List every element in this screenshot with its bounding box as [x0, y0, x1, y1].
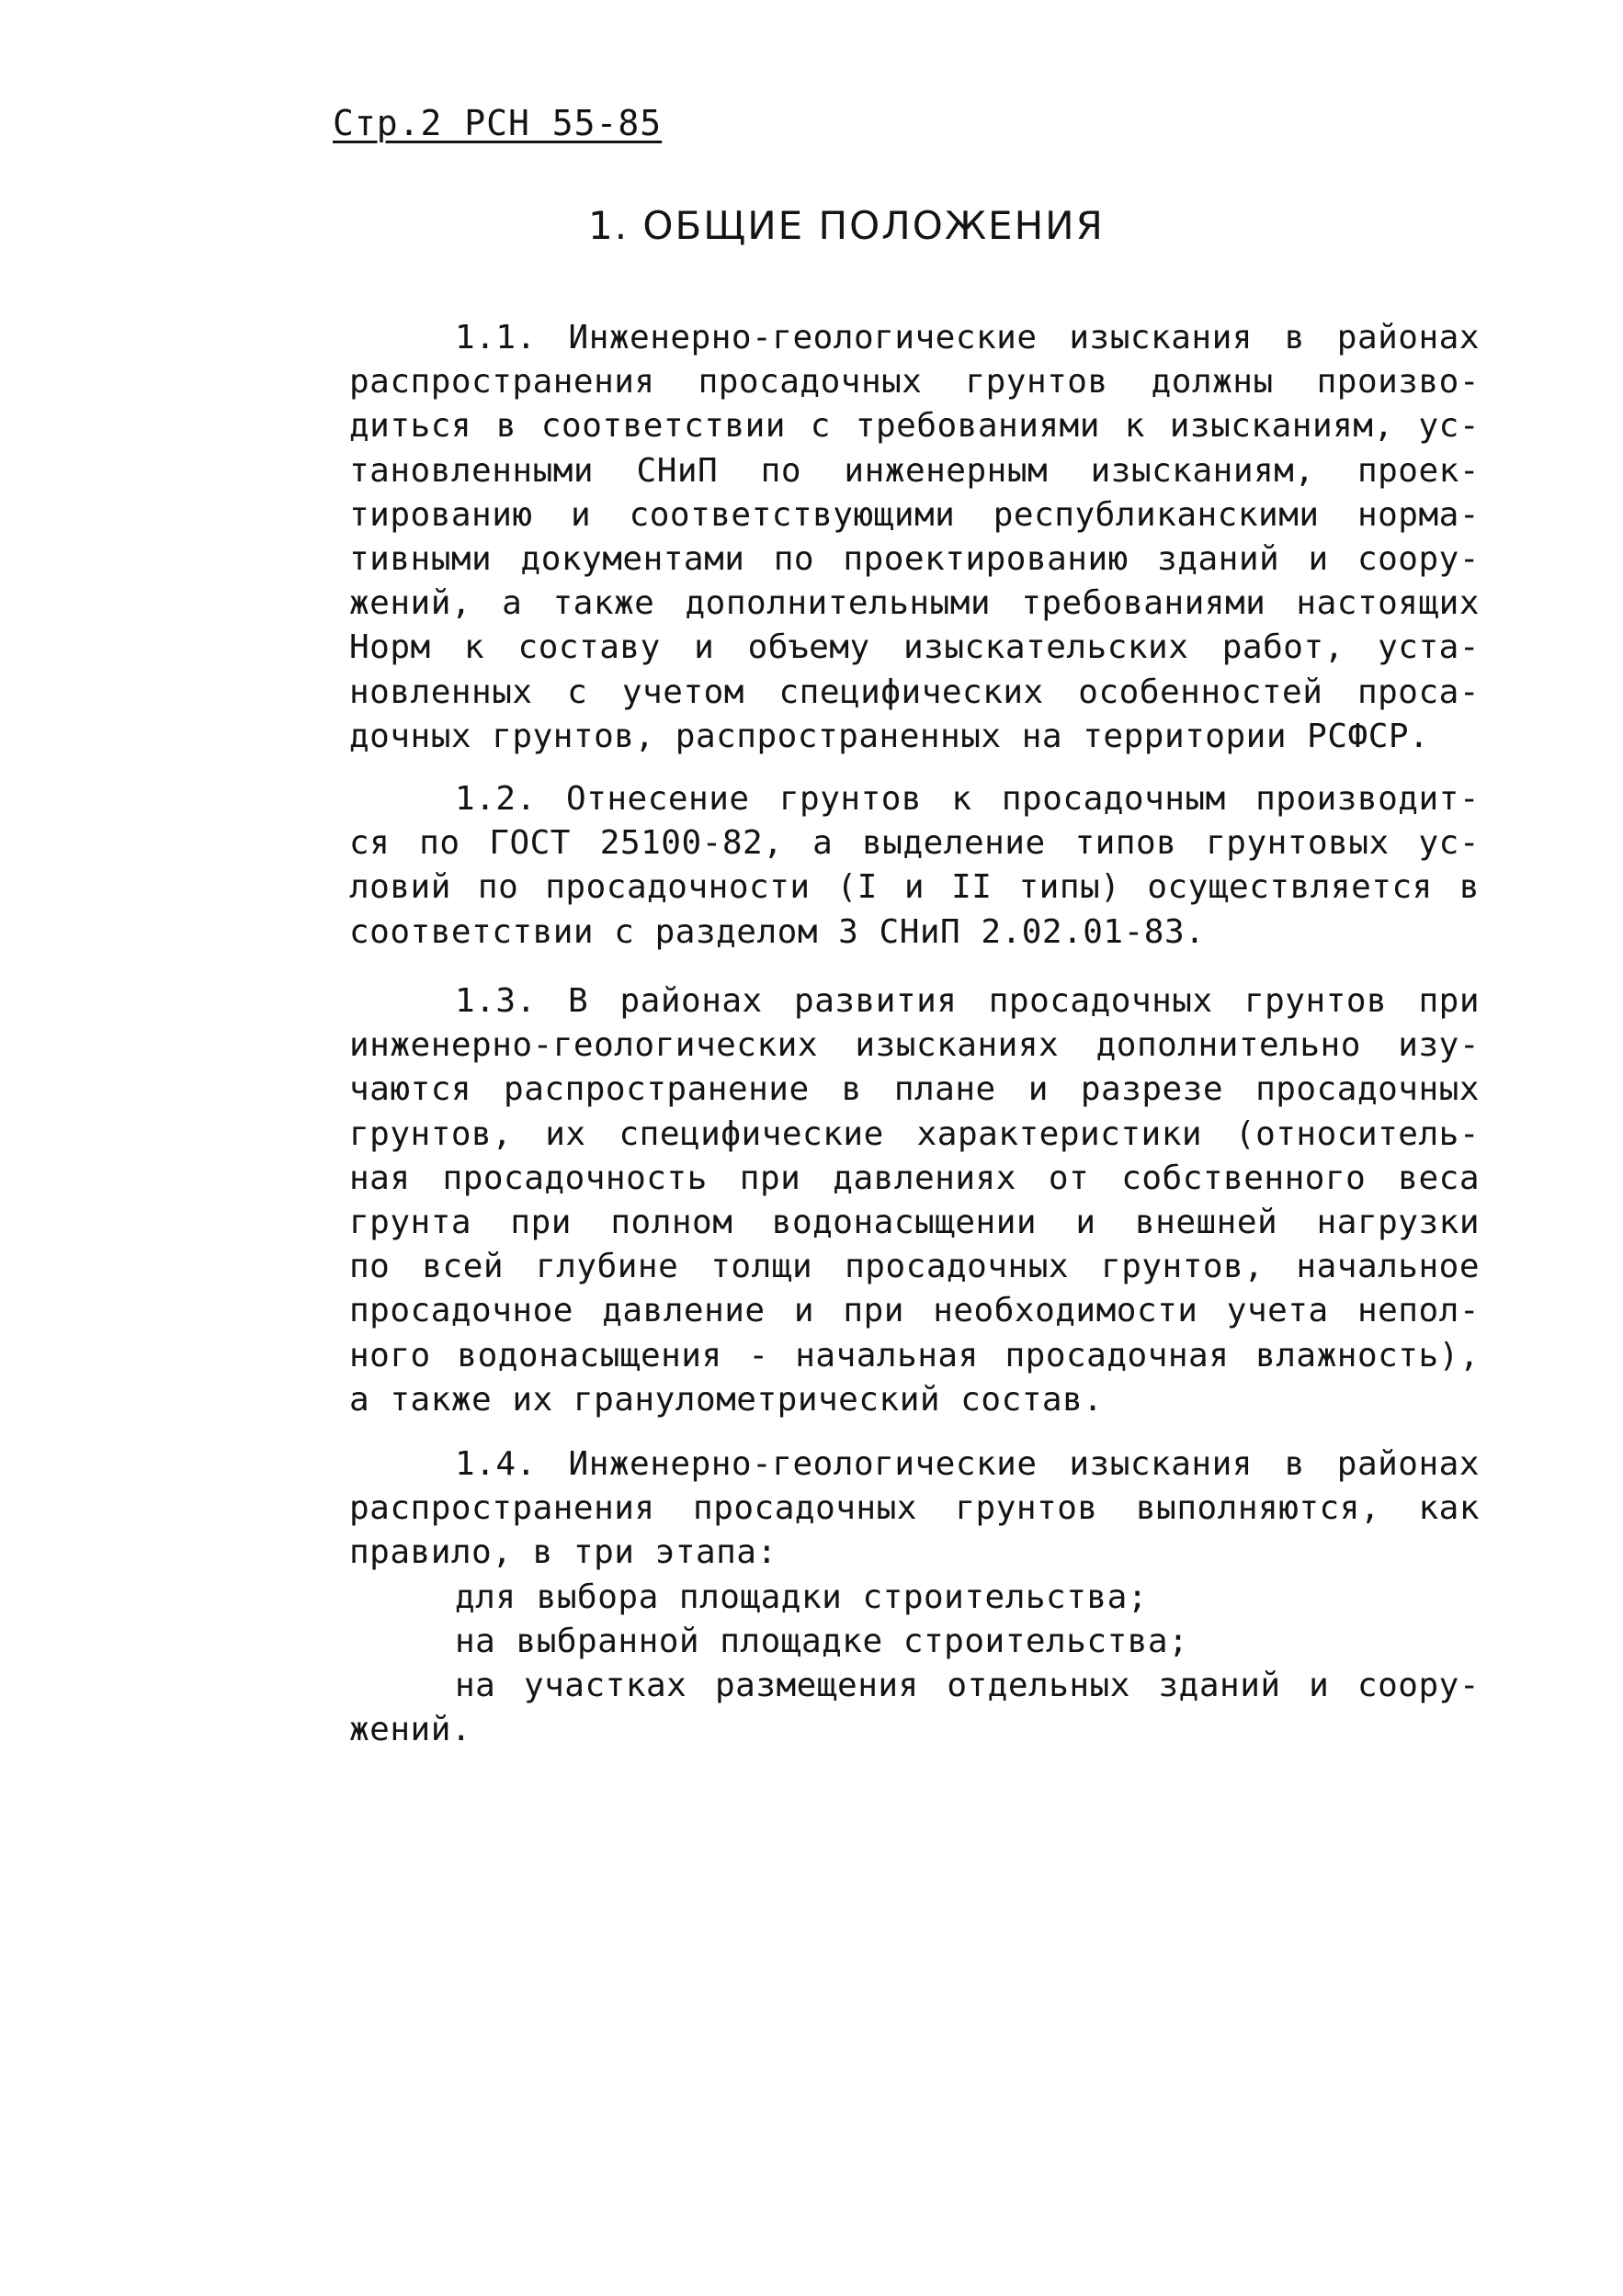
stage-list-item: для выбора площадки строительства; — [455, 1578, 1148, 1616]
stage-list-item: на выбранной площадке строительства; — [455, 1622, 1189, 1660]
paragraph-line: ся по ГОСТ 25100-82, а выделение типов грунтовых ус- — [349, 824, 1480, 863]
paragraph-line: грунта при полном водонасыщении и внешней нагрузки — [349, 1203, 1480, 1241]
page-reference: Стр.2 РСН 55-85 — [333, 103, 663, 143]
paragraph-line: правило, в три этапа: — [349, 1533, 777, 1572]
paragraph-line: Норм к составу и объему изыскательских работ, уста- — [349, 628, 1480, 667]
paragraph-line: дочных грунтов, распространенных на территории РСФСР. — [349, 717, 1430, 755]
paragraph-line: тановленными СНиП по инженерным изысканиям, проек- — [349, 451, 1480, 490]
paragraph-line: тивными документами по проектированию зданий и соору- — [349, 539, 1480, 578]
section-title: 1. ОБЩИЕ ПОЛОЖЕНИЯ — [588, 203, 1105, 248]
paragraph-line: соответствии с разделом 3 СНиП 2.02.01-83. — [349, 912, 1206, 951]
paragraph-line: просадочное давление и при необходимости учета непол- — [349, 1292, 1480, 1330]
paragraph-1-2 — [349, 777, 1480, 955]
paragraph-line: ловий по просадочности (I и II типы) осуществляется в — [349, 868, 1480, 907]
paragraph-line: тированию и соответствующими республиканскими норма- — [349, 495, 1480, 534]
paragraph-line: инженерно-геологических изысканиях дополнительно изу- — [349, 1026, 1480, 1065]
paragraph-line: жений, а также дополнительными требованиями настоящих — [349, 584, 1480, 623]
paragraph-1-3 — [349, 979, 1480, 1422]
paragraph-line: чаются распространение в плане и разрезе просадочных — [349, 1070, 1480, 1109]
paragraph-line: жений. — [349, 1711, 472, 1749]
paragraph-line: 1.1. Инженерно-геологические изыскания в районах — [455, 319, 1480, 356]
stage-list-item: на участках размещения отдельных зданий и соору- — [455, 1666, 1480, 1704]
paragraph-1-4 — [349, 1442, 1480, 1752]
paragraph-line: распространения просадочных грунтов должны произво- — [349, 363, 1480, 402]
paragraph-1-1 — [349, 316, 1480, 759]
paragraph-line: диться в соответствии с требованиями к изысканиям, ус- — [349, 407, 1480, 446]
paragraph-line: по всей глубине толщи просадочных грунтов, начальное — [349, 1248, 1480, 1286]
paragraph-line: а также их гранулометрический состав. — [349, 1380, 1104, 1419]
paragraph-line: ная просадочность при давлениях от собственного веса — [349, 1159, 1480, 1197]
paragraph-line: ного водонасыщения - начальная просадочная влажность), — [349, 1336, 1480, 1374]
paragraph-line: 1.4. Инженерно-геологические изыскания в районах — [455, 1445, 1480, 1483]
paragraph-line: новленных с учетом специфических особенностей проса- — [349, 673, 1480, 711]
paragraph-line: грунтов, их специфические характеристики (относитель- — [349, 1114, 1480, 1153]
paragraph-line: распространения просадочных грунтов выполняются, как — [349, 1489, 1480, 1528]
paragraph-line: 1.2. Отнесение грунтов к просадочным производит- — [455, 780, 1480, 818]
paragraph-line: 1.3. В районах развития просадочных грунтов при — [455, 982, 1480, 1020]
